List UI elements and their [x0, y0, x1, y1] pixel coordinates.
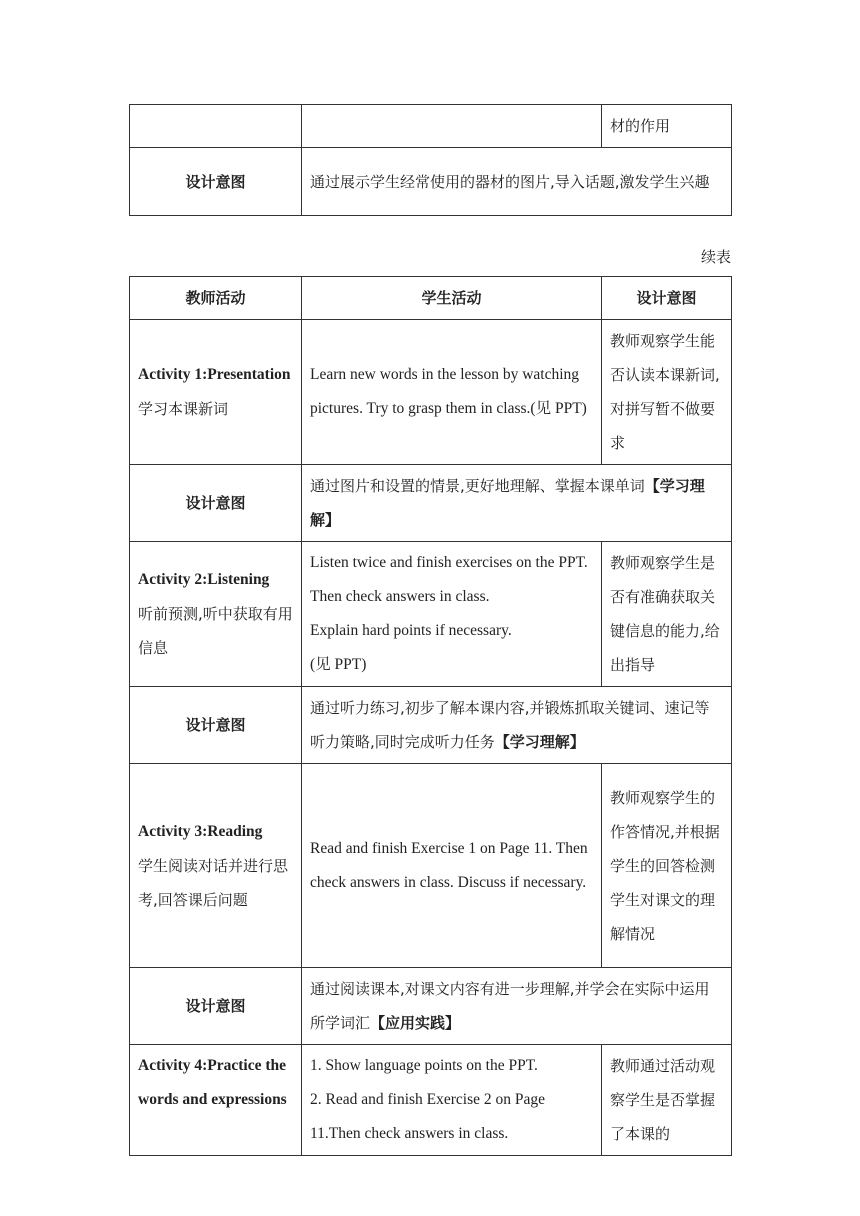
activity-4-student-line: 2. Read and finish Exercise 2 on Page 11.Then check answers in class.	[310, 1091, 546, 1142]
header-design-intent: 设计意图	[602, 277, 732, 320]
design-intent-text	[302, 687, 732, 764]
activity-3-student: Read and finish Exercise 1 on Page 11. Then check answers in class. Discuss if necessary.	[302, 764, 602, 968]
activity-1-student: Learn new words in the lesson by watching pictures. Try to grasp them in class.(见 PPT)	[302, 320, 602, 465]
design-intent-label: 设计意图	[130, 148, 302, 216]
lesson-table-main	[129, 276, 732, 1156]
table-row	[130, 764, 732, 968]
activity-2-subtitle: 听前预测,听中获取有用信息	[138, 605, 293, 657]
activity-2-cell	[130, 542, 302, 687]
design-intent-tag: 【学习理解】	[310, 477, 705, 529]
cell-empty	[130, 105, 302, 148]
table-header-row	[130, 277, 732, 320]
design-intent-tag: 【应用实践】	[370, 1014, 461, 1032]
header-teacher-activity: 教师活动	[130, 277, 302, 320]
design-intent-text	[302, 968, 732, 1045]
activity-2-intent: 教师观察学生是否有准确获取关键信息的能力,给出指导	[602, 542, 732, 687]
activity-1-subtitle: 学习本课新词	[138, 400, 229, 418]
activity-4-intent: 教师通过活动观察学生是否掌握了本课的	[602, 1045, 732, 1156]
activity-2-student	[302, 542, 602, 687]
activity-2-student-line: Listen twice and finish exercises on the PPT. Then check answers in class.	[310, 554, 588, 605]
table-row	[130, 105, 732, 148]
design-intent-text: 通过展示学生经常使用的器材的图片,导入话题,激发学生兴趣	[302, 148, 732, 216]
design-intent-label: 设计意图	[130, 687, 302, 764]
activity-4-title: Activity 4:Practice the words and expressions	[130, 1045, 302, 1156]
cell-intent-tail: 材的作用	[602, 105, 732, 148]
activity-3-cell	[130, 764, 302, 968]
activity-1-cell	[130, 320, 302, 465]
table-row	[130, 465, 732, 542]
table-row	[130, 320, 732, 465]
continued-label: 续表	[700, 248, 731, 266]
design-intent-body: 通过阅读课本,对课文内容有进一步理解,并学会在实际中运用所学词汇	[310, 980, 710, 1032]
table-row	[130, 687, 732, 764]
design-intent-text	[302, 465, 732, 542]
activity-4-student	[302, 1045, 602, 1156]
activity-3-title: Activity 3:Reading	[138, 822, 263, 840]
table-row	[130, 968, 732, 1045]
table-row	[130, 148, 732, 216]
lesson-table-top	[129, 104, 732, 216]
activity-4-student-line: 1. Show language points on the PPT.	[310, 1057, 538, 1074]
table-row	[130, 542, 732, 687]
design-intent-tag: 【学习理解】	[494, 733, 585, 751]
activity-3-subtitle: 学生阅读对话并进行思考,回答课后问题	[138, 856, 289, 909]
activity-3-intent: 教师观察学生的作答情况,并根据学生的回答检测学生对课文的理解情况	[602, 764, 732, 968]
activity-2-student-line: (见 PPT)	[310, 656, 367, 673]
design-intent-label: 设计意图	[130, 968, 302, 1045]
table-row	[130, 1045, 732, 1156]
activity-1-intent: 教师观察学生能否认读本课新词,对拼写暂不做要求	[602, 320, 732, 465]
design-intent-body: 通过听力练习,初步了解本课内容,并锻炼抓取关键词、速记等听力策略,同时完成听力任务	[310, 699, 710, 751]
activity-1-title: Activity 1:Presentation	[138, 366, 291, 383]
design-intent-body: 通过图片和设置的情景,更好地理解、掌握本课单词	[310, 477, 645, 495]
activity-2-title: Activity 2:Listening	[138, 571, 270, 588]
activity-2-student-line: Explain hard points if necessary.	[310, 622, 512, 639]
design-intent-label: 设计意图	[130, 465, 302, 542]
cell-empty	[302, 105, 602, 148]
header-student-activity: 学生活动	[302, 277, 602, 320]
